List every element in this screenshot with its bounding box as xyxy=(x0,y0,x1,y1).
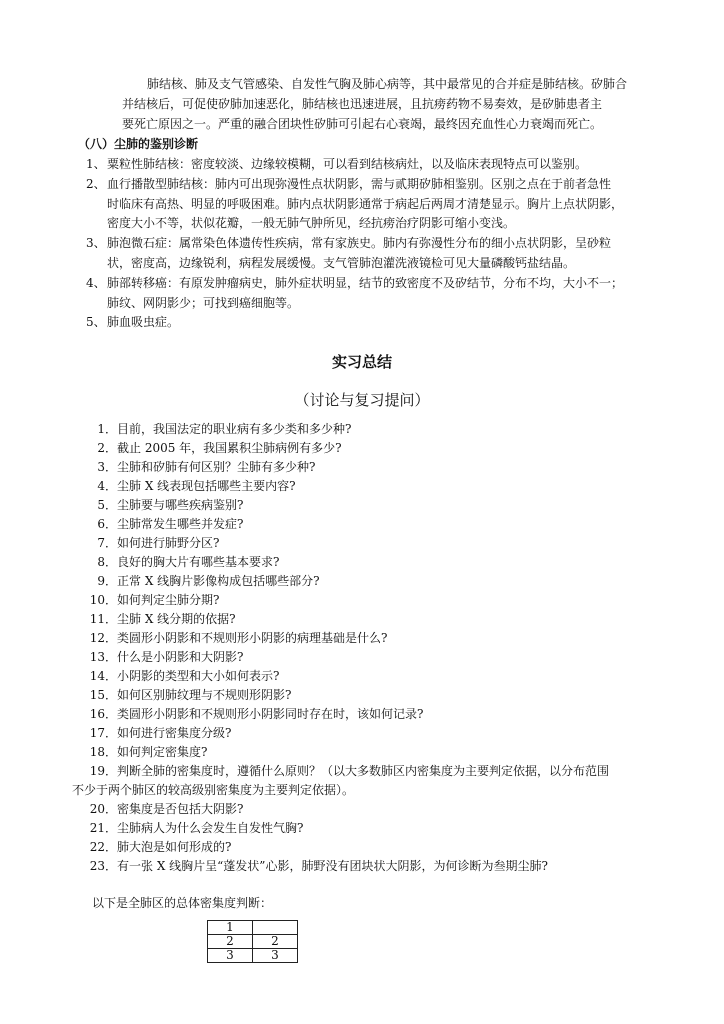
question-text: 有一张 X 线胸片呈“蓬发状”心影，肺野没有团块状大阴影，为何诊断为叁期尘肺? xyxy=(117,859,548,873)
question-text: 密集度是否包括大阴影? xyxy=(117,802,244,816)
question-item xyxy=(0,497,243,513)
question-text: 类圆形小阴影和不规则形小阴影同时存在时，该如何记录? xyxy=(117,707,424,721)
table-cell xyxy=(253,921,298,935)
question-text: 正常 X 线胸片影像构成包括哪些部分? xyxy=(117,574,320,588)
diff-item-4-line-2: 肺纹、网阴影少；可找到癌细胞等。 xyxy=(107,296,300,310)
question-number: 12． xyxy=(89,631,117,645)
question-item xyxy=(0,535,219,551)
question-item xyxy=(0,687,291,703)
question-text: 类圆形小阴影和不规则形小阴影的病理基础是什么? xyxy=(117,631,388,645)
table-cell: 3 xyxy=(253,949,298,963)
table-row xyxy=(208,921,298,935)
question-number: 16． xyxy=(89,707,117,721)
question-number: 15． xyxy=(89,688,117,702)
summary-subtitle: （讨论与复习提问） xyxy=(294,391,430,409)
diff-item-4-line-1: 肺部转移癌：有原发肿瘤病史，肺外症状明显，结节的致密度不及矽结节，分布不均，大小不一； xyxy=(107,276,624,290)
question-number: 23． xyxy=(89,859,117,873)
question-text: 如何进行肺野分区? xyxy=(117,536,220,550)
question-number: 7． xyxy=(97,536,117,550)
question-number: 1． xyxy=(97,422,117,436)
intro-line-2: 并结核后，可促使矽肺加速恶化，肺结核也迅速进展，且抗痨药物不易奏效，是矽肺患者主 xyxy=(122,97,603,111)
question-text: 良好的胸大片有哪些基本要求? xyxy=(117,555,280,569)
diff-item-5-line-1: 肺血吸虫症。 xyxy=(107,315,180,329)
question-item xyxy=(0,573,320,589)
table-row xyxy=(208,935,298,949)
question-number: 17． xyxy=(89,726,117,740)
question-item xyxy=(0,611,236,627)
question-item xyxy=(0,592,219,608)
question-item xyxy=(0,630,387,646)
diff-item-1-num: 1、 xyxy=(86,157,106,171)
density-table xyxy=(207,920,298,963)
question-number: 6． xyxy=(97,517,117,531)
question-text: 尘肺病人为什么会发生自发性气胸? xyxy=(117,821,304,835)
question-number: 14． xyxy=(89,669,117,683)
question-item xyxy=(0,421,351,437)
intro-line-1: 肺结核、肺及支气管感染、自发性气胸及肺心病等，其中最常见的合并症是肺结核。矽肺合 xyxy=(147,77,628,91)
question-text: 小阴影的类型和大小如何表示? xyxy=(117,669,280,683)
question-item xyxy=(0,858,548,874)
question-item xyxy=(0,516,243,532)
question-text: 什么是小阴影和大阴影? xyxy=(117,650,244,664)
question-text: 如何判定尘肺分期? xyxy=(117,593,220,607)
diff-item-5-num: 5、 xyxy=(86,315,106,329)
question-19-continuation: 不少于两个肺区的较高级别密集度为主要判定依据）。 xyxy=(72,783,355,797)
section-heading: （八）尘肺的鉴别诊断 xyxy=(78,137,199,151)
question-text: 尘肺常发生哪些并发症? xyxy=(117,517,244,531)
question-number: 20． xyxy=(89,802,117,816)
diff-item-1-line-1: 粟粒性肺结核：密度较淡、边缘较模糊，可以看到结核病灶，以及临床表现特点可以鉴别。 xyxy=(107,157,588,171)
question-item xyxy=(0,706,423,722)
question-item xyxy=(0,649,243,665)
question-text: 截止 2005 年，我国累积尘肺病例有多少? xyxy=(117,441,342,455)
question-number: 10． xyxy=(89,593,117,607)
diff-item-2-line-1: 血行播散型肺结核：肺内可出现弥漫性点状阴影，需与贰期矽肺相鉴别。区别之点在于前者急性 xyxy=(107,177,612,191)
diff-item-2-line-3: 密度大小不等，状似花瓣，一般无肺气肿所见，经抗痨治疗阴影可缩小变浅。 xyxy=(107,216,516,230)
question-number: 2． xyxy=(97,441,117,455)
question-item xyxy=(0,839,231,855)
question-text: 肺大泡是如何形成的? xyxy=(117,840,232,854)
question-text: 尘肺要与哪些疾病鉴别? xyxy=(117,498,244,512)
summary-title: 实习总结 xyxy=(331,353,392,371)
question-number: 8． xyxy=(97,555,117,569)
question-number: 5． xyxy=(97,498,117,512)
table-cell: 1 xyxy=(208,921,253,935)
question-text: 判断全肺的密集度时，遵循什么原则？（以大多数肺区内密集度为主要判定依据，以分布范围 xyxy=(117,764,610,778)
table-cell: 2 xyxy=(208,935,253,949)
question-text: 目前，我国法定的职业病有多少类和多少种? xyxy=(117,422,352,436)
diff-item-2-line-2: 时临床有高热、明显的呼吸困难。肺内点状阴影通常于病起后两周才清楚显示。胸片上点状阴影， xyxy=(107,197,624,211)
question-text: 尘肺 X 线分期的依据? xyxy=(117,612,236,626)
question-text: 如何判定密集度? xyxy=(117,745,208,759)
diff-item-3-line-2: 状，密度高，边缘锐利，病程发展缓慢。支气管肺泡灌洗液镜检可见大量磷酸钙盐结晶。 xyxy=(107,256,576,270)
question-number: 21． xyxy=(89,821,117,835)
question-item xyxy=(0,820,303,836)
table-cell: 2 xyxy=(253,935,298,949)
question-text: 如何进行密集度分级? xyxy=(117,726,232,740)
question-number: 3． xyxy=(97,460,117,474)
diff-item-3-line-1: 肺泡微石症：属常染色体遗传性疾病，常有家族史。肺内有弥漫性分布的细小点状阴影，呈砂粒 xyxy=(107,236,612,250)
table-cell: 3 xyxy=(208,949,253,963)
question-number: 11． xyxy=(89,612,117,626)
question-item xyxy=(0,440,342,456)
table-row xyxy=(208,949,298,963)
question-item xyxy=(0,459,315,475)
question-item xyxy=(0,725,231,741)
question-number: 13． xyxy=(89,650,117,664)
diff-item-4-num: 4、 xyxy=(86,276,106,290)
question-number: 22． xyxy=(89,840,117,854)
question-item xyxy=(0,478,296,494)
question-item xyxy=(0,744,207,760)
question-number: 9． xyxy=(97,574,117,588)
question-item xyxy=(0,668,279,684)
question-item xyxy=(0,763,609,779)
question-number: 19． xyxy=(89,764,117,778)
intro-line-3: 要死亡原因之一。严重的融合团块性矽肺可引起右心衰竭，最终因充血性心力衰竭而死亡。 xyxy=(122,117,603,131)
question-text: 尘肺 X 线表现包括哪些主要内容? xyxy=(117,479,296,493)
question-text: 尘肺和矽肺有何区别？尘肺有多少种? xyxy=(117,460,316,474)
diff-item-2-num: 2、 xyxy=(86,177,106,191)
question-number: 18． xyxy=(89,745,117,759)
question-item xyxy=(0,554,279,570)
diff-item-3-num: 3、 xyxy=(86,236,106,250)
table-intro: 以下是全肺区的总体密集度判断： xyxy=(92,896,273,910)
question-number: 4． xyxy=(97,479,117,493)
question-item xyxy=(0,801,243,817)
question-text: 如何区别肺纹理与不规则形阴影? xyxy=(117,688,292,702)
